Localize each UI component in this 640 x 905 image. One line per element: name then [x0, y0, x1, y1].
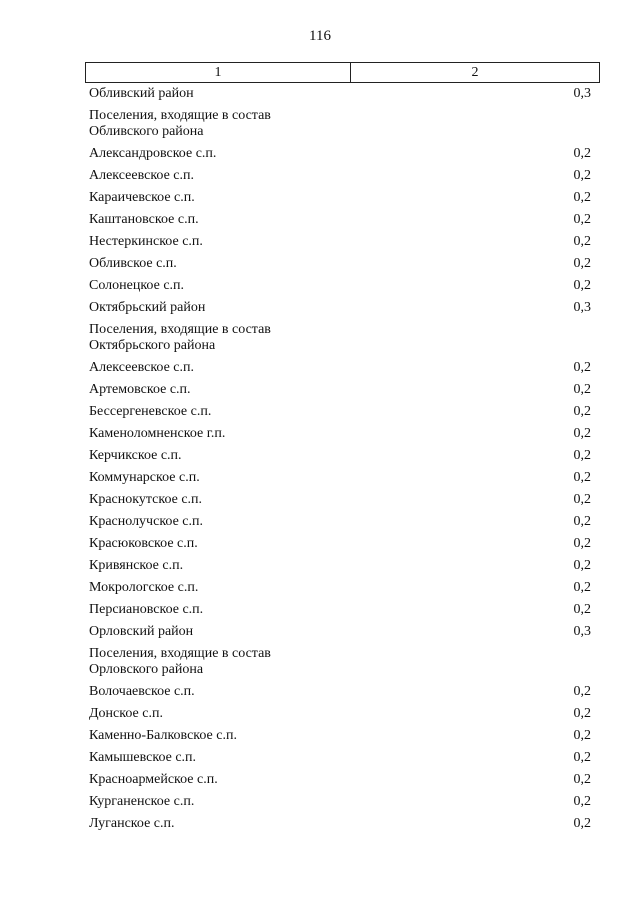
row-name: Луганское с.п. [89, 816, 175, 831]
row-name: Каштановское с.п. [89, 212, 199, 227]
table-row [89, 360, 591, 382]
table-row [89, 602, 591, 624]
row-value: 0,2 [573, 602, 591, 617]
row-value: 0,2 [573, 404, 591, 419]
table-row [89, 750, 591, 772]
row-name: Каменно-Балковское с.п. [89, 728, 237, 743]
row-name: Караичевское с.п. [89, 190, 195, 205]
row-value: 0,2 [573, 536, 591, 551]
row-value: 0,3 [573, 300, 591, 315]
row-name: Каменоломненское г.п. [89, 426, 226, 441]
row-value: 0,2 [573, 514, 591, 529]
row-value: 0,2 [573, 168, 591, 183]
row-value: 0,2 [573, 816, 591, 831]
table-row [89, 772, 591, 794]
row-value: 0,2 [573, 684, 591, 699]
row-value: 0,3 [573, 86, 591, 101]
row-value: 0,2 [573, 146, 591, 161]
row-name: Обливское с.п. [89, 256, 177, 271]
row-value: 0,2 [573, 772, 591, 787]
table-row [89, 728, 591, 750]
table-row [89, 234, 591, 256]
table-body [89, 86, 591, 838]
table-header-col-2: 2 [471, 64, 479, 80]
table-row [89, 404, 591, 426]
row-value: 0,2 [573, 794, 591, 809]
table-row [89, 322, 591, 360]
row-name: Обливский район [89, 86, 194, 101]
row-value: 0,2 [573, 706, 591, 721]
table-row [89, 514, 591, 536]
row-name: Алексеевское с.п. [89, 168, 194, 183]
row-value: 0,2 [573, 190, 591, 205]
table-header [85, 62, 600, 83]
row-name: Поселения, входящие в состав Орловского района [89, 646, 271, 677]
row-value: 0,2 [573, 448, 591, 463]
table-row [89, 580, 591, 602]
row-value: 0,2 [573, 580, 591, 595]
row-value: 0,2 [573, 426, 591, 441]
table-header-col-1: 1 [86, 63, 351, 82]
table-row [89, 426, 591, 448]
table-row [89, 278, 591, 300]
row-value: 0,2 [573, 750, 591, 765]
row-value: 0,2 [573, 382, 591, 397]
row-name: Орловский район [89, 624, 194, 639]
table-row [89, 624, 591, 646]
row-value: 0,2 [573, 558, 591, 573]
row-name: Краснолучское с.п. [89, 514, 203, 529]
row-value: 0,2 [573, 256, 591, 271]
row-name: Коммунарское с.п. [89, 470, 200, 485]
row-value: 0,2 [573, 278, 591, 293]
row-value: 0,2 [573, 492, 591, 507]
page-number: 116 [309, 28, 331, 44]
table-row [89, 190, 591, 212]
table-row [89, 492, 591, 514]
row-value: 0,2 [573, 728, 591, 743]
row-name: Волочаевское с.п. [89, 684, 195, 699]
row-name: Нестеркинское с.п. [89, 234, 203, 249]
table-row [89, 212, 591, 234]
row-name: Камышевское с.п. [89, 750, 197, 765]
table-row [89, 86, 591, 108]
row-name: Солонецкое с.п. [89, 278, 185, 293]
table-row [89, 816, 591, 838]
row-name: Керчикское с.п. [89, 448, 182, 463]
table-row [89, 536, 591, 558]
row-value: 0,2 [573, 234, 591, 249]
row-name: Алексеевское с.п. [89, 360, 194, 375]
row-value: 0,3 [573, 624, 591, 639]
table-row [89, 646, 591, 684]
table-row [89, 168, 591, 190]
row-name: Донское с.п. [89, 706, 163, 721]
table-row [89, 684, 591, 706]
table-row [89, 300, 591, 322]
row-value: 0,2 [573, 470, 591, 485]
table-row [89, 794, 591, 816]
table-row [89, 448, 591, 470]
table-row [89, 146, 591, 168]
row-name: Октябрьский район [89, 300, 206, 315]
row-name: Красюковское с.п. [89, 536, 198, 551]
row-name: Поселения, входящие в состав Обливского района [89, 108, 271, 139]
row-name: Артемовское с.п. [89, 382, 191, 397]
row-value: 0,2 [573, 212, 591, 227]
table-row [89, 470, 591, 492]
row-name: Поселения, входящие в состав Октябрьского района [89, 322, 271, 353]
table-row [89, 108, 591, 146]
row-value: 0,2 [573, 360, 591, 375]
row-name: Персиановское с.п. [89, 602, 204, 617]
row-name: Краснокутское с.п. [89, 492, 203, 507]
table-row [89, 706, 591, 728]
row-name: Красноармейское с.п. [89, 772, 218, 787]
row-name: Кривянское с.п. [89, 558, 184, 573]
table-row [89, 558, 591, 580]
table-row [89, 382, 591, 404]
row-name: Бессергеневское с.п. [89, 404, 212, 419]
row-name: Александровское с.п. [89, 146, 217, 161]
row-name: Мокрологское с.п. [89, 580, 199, 595]
table-row [89, 256, 591, 278]
row-name: Курганенское с.п. [89, 794, 195, 809]
